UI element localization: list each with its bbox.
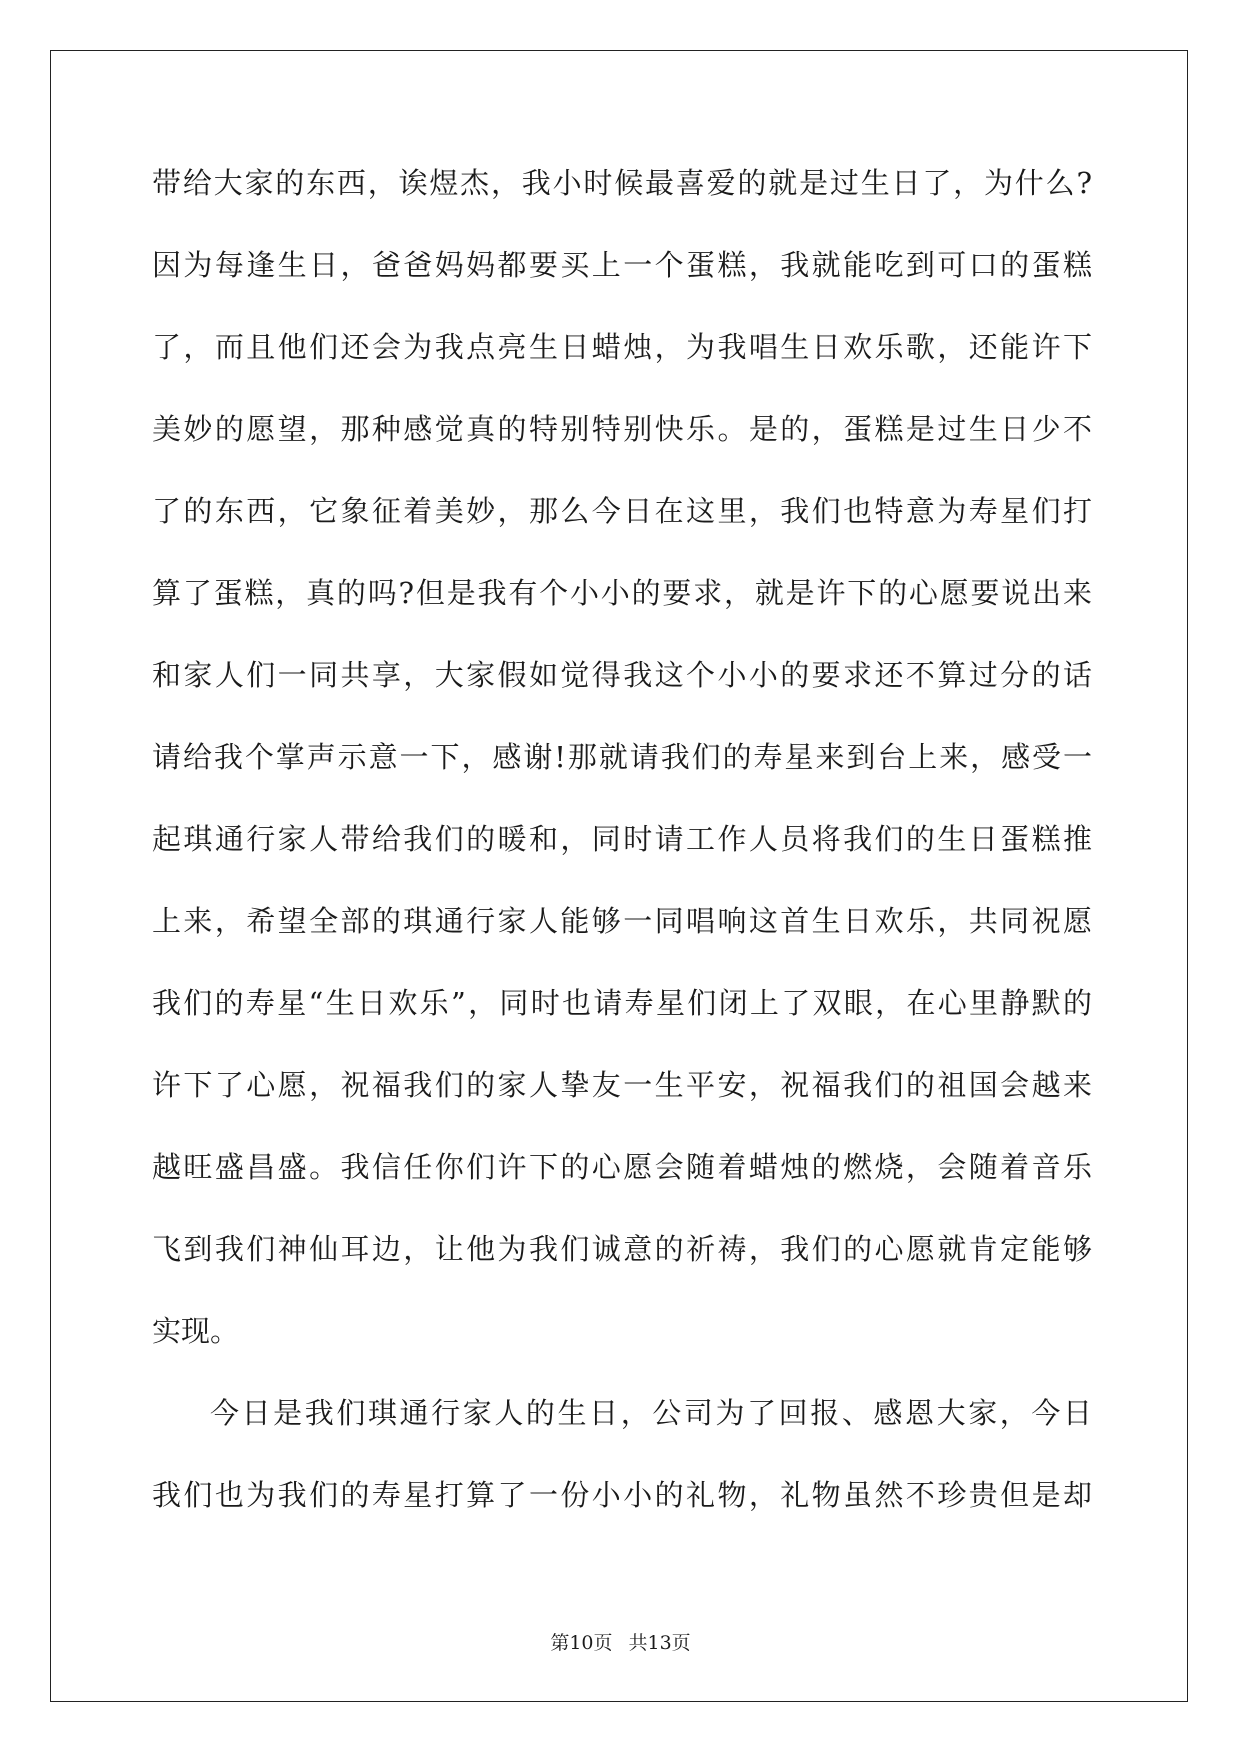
text-line: 请给我个掌声示意一下，感谢!那就请我们的寿星来到台上来，感受一	[152, 740, 1092, 774]
text-line: 带给大家的东西，诶煜杰，我小时候最喜爱的就是过生日了，为什么?	[152, 166, 1092, 200]
text-line: 实现。	[152, 1314, 240, 1348]
text-line: 上来，希望全部的琪通行家人能够一同唱响这首生日欢乐，共同祝愿	[152, 904, 1092, 938]
text-line: 算了蛋糕，真的吗?但是我有个小小的要求，就是许下的心愿要说出来	[152, 576, 1092, 610]
text-line: 起琪通行家人带给我们的暖和，同时请工作人员将我们的生日蛋糕推	[152, 822, 1092, 856]
text-line: 越旺盛昌盛。我信任你们许下的心愿会随着蜡烛的燃烧，会随着音乐	[152, 1150, 1092, 1184]
text-line: 飞到我们神仙耳边，让他为我们诚意的祈祷，我们的心愿就肯定能够	[152, 1232, 1092, 1266]
text-line: 了，而且他们还会为我点亮生日蜡烛，为我唱生日欢乐歌，还能许下	[152, 330, 1092, 364]
text-line: 我们也为我们的寿星打算了一份小小的礼物，礼物虽然不珍贵但是却	[152, 1478, 1092, 1512]
text-line: 我们的寿星“生日欢乐”，同时也请寿星们闭上了双眼，在心里静默的	[152, 986, 1092, 1020]
text-line: 许下了心愿，祝福我们的家人挚友一生平安，祝福我们的祖国会越来	[152, 1068, 1092, 1102]
page-total: 共13页	[628, 1632, 691, 1654]
text-line: 美妙的愿望，那种感觉真的特别特别快乐。是的，蛋糕是过生日少不	[152, 412, 1092, 446]
text-line: 和家人们一同共享，大家假如觉得我这个小小的要求还不算过分的话	[152, 658, 1092, 692]
text-line: 今日是我们琪通行家人的生日，公司为了回报、感恩大家，今日	[210, 1396, 1092, 1430]
text-line: 因为每逢生日，爸爸妈妈都要买上一个蛋糕，我就能吃到可口的蛋糕	[152, 248, 1092, 282]
text-line: 了的东西，它象征着美妙，那么今日在这里，我们也特意为寿星们打	[152, 494, 1092, 528]
page-number: 第10页	[550, 1632, 613, 1654]
document-body	[152, 165, 1092, 1559]
page-footer	[0, 1628, 1241, 1655]
